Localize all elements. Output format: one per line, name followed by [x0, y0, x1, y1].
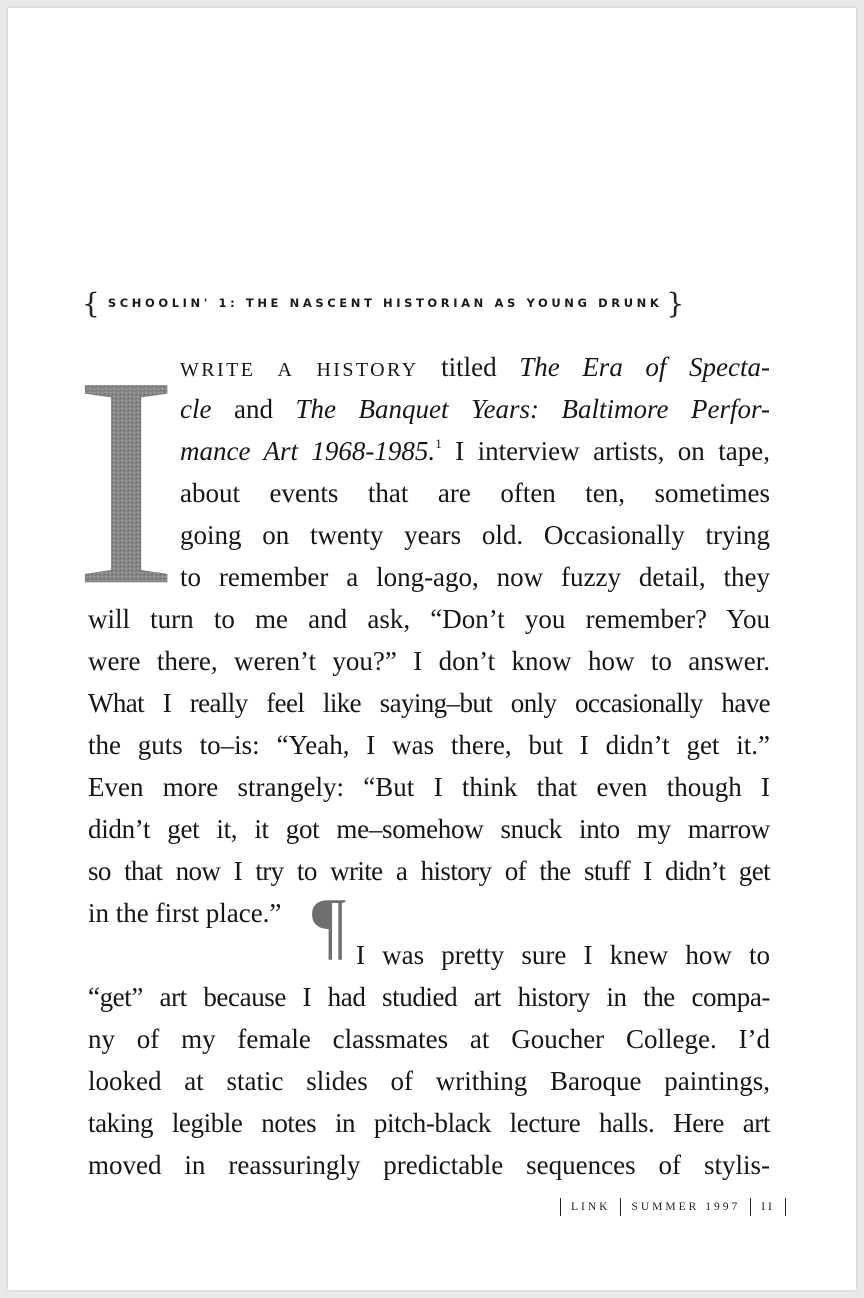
header-brace-close: } [666, 286, 685, 320]
text-fragment: and [234, 394, 273, 424]
page-number: II [761, 1201, 775, 1213]
text-line-13: so that now I try to write a history of the stuff I didn’t get [88, 856, 770, 886]
footer-divider [785, 1198, 786, 1216]
footer-divider [750, 1198, 751, 1216]
text-line-16: “get” art because I had studied art history in the compa- [88, 982, 770, 1012]
title-italic: The Era of Specta- [519, 352, 770, 382]
text-line-20: moved in reassuringly predictable sequences of stylis- [88, 1150, 770, 1180]
footer-divider [560, 1198, 561, 1216]
text-line-15: I was pretty sure I knew how to [356, 940, 770, 970]
footer-divider [620, 1198, 621, 1216]
text-line-2 [180, 388, 770, 430]
text-fragment: I interview artists, on tape, [455, 436, 770, 466]
title-italic: The Banquet Years: Baltimore Perfor- [295, 394, 770, 424]
section-header [82, 285, 782, 321]
text-fragment: titled [441, 352, 497, 382]
text-line-3 [180, 430, 770, 472]
footer-issue: SUMMER 1997 [631, 1201, 741, 1213]
footnote-marker: 1 [435, 436, 442, 451]
text-line-7: will turn to me and ask, “Don’t you remember? You [88, 604, 770, 634]
text-line-18: looked at static slides of writhing Baroque paintings, [88, 1066, 770, 1096]
footer-publication: LINK [571, 1201, 611, 1213]
text-line-12: didn’t get it, it got me–somehow snuck into my marrow [88, 814, 770, 844]
text-line-8: were there, weren’t you?” I don’t know how to answer. [88, 646, 770, 676]
header-brace-open: { [82, 286, 100, 320]
text-line-1 [180, 346, 770, 388]
drop-cap-letter: I [74, 315, 178, 647]
pilcrow-glyph: ¶ [312, 888, 346, 960]
text-line-5: going on twenty years old. Occasionally trying [180, 520, 770, 550]
header-title: SCHOOLIN' 1: THE NASCENT HISTORIAN AS YOUNG DRUNK [107, 296, 663, 310]
page-footer [560, 1196, 786, 1218]
text-line-10: the guts to–is: “Yeah, I was there, but I didn’t get it.” [88, 730, 770, 760]
text-line-11: Even more strangely: “But I think that even though I [88, 772, 770, 802]
drop-cap [72, 315, 180, 647]
text-line-17: ny of my female classmates at Goucher College. I’d [88, 1024, 770, 1054]
pilcrow-icon [312, 888, 346, 960]
text-line-6: to remember a long-ago, now fuzzy detail, they [180, 562, 770, 592]
text-line-9: What I really feel like saying–but only occasionally have [88, 688, 770, 718]
text-line-4: about events that are often ten, sometimes [180, 478, 770, 508]
title-italic: mance Art 1968-1985. [180, 436, 436, 466]
text-line-14: in the first place.” [88, 898, 282, 928]
text-line-19: taking legible notes in pitch-black lecture halls. Here art [88, 1108, 770, 1138]
title-italic: cle [180, 394, 212, 424]
lead-in: WRITE A HISTORY [180, 359, 419, 381]
